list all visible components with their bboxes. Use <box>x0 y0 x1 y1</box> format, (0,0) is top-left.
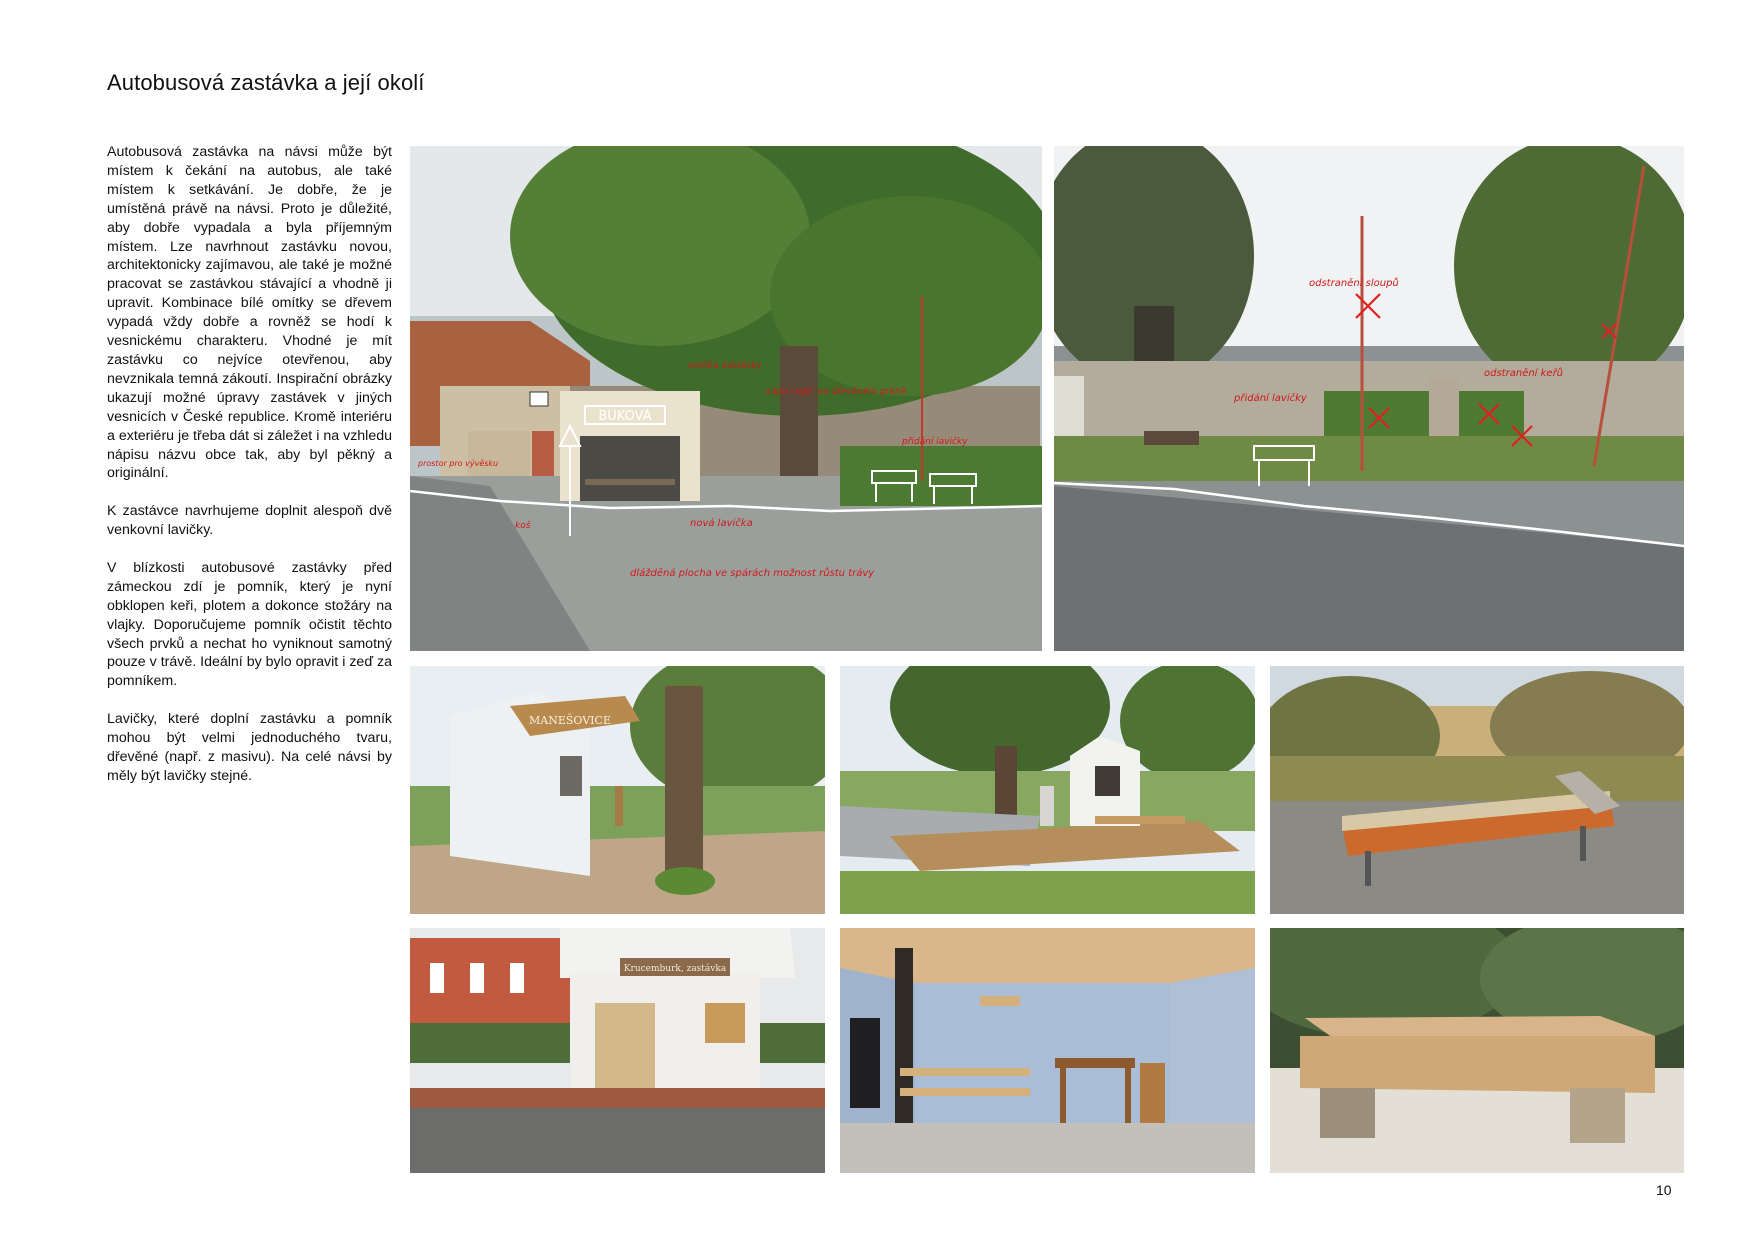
note-prostor: prostor pro vývěsku <box>418 459 499 468</box>
photo-bus-stop-sketch <box>410 146 1042 651</box>
photo-monument-sketch <box>1054 146 1684 651</box>
sign-krucemburk: Krucemburk, zastávka <box>623 964 727 974</box>
page-number: 10 <box>1656 1182 1672 1198</box>
sign-bukova: BUKOVÁ <box>598 409 652 424</box>
photo-shelter-interior <box>840 928 1255 1173</box>
note-omitka: omítka zastávky <box>688 361 762 371</box>
note-pridani-lavicky: přidání lavičky <box>902 437 968 447</box>
paragraph-bench-style: Lavičky, které doplní zastávku a pomník mohou být velmi jednoduchého tvaru, dřevěné (např. z masivu). Na celé návsi by měly být lavičky stejné. <box>107 711 392 784</box>
photo-deck-shelter <box>840 666 1255 914</box>
note-odstraneni-sloupu: odstranění sloupů <box>1309 278 1399 289</box>
photo-manesovice-shelter <box>410 666 825 914</box>
photo-wooden-bench <box>1270 928 1684 1173</box>
note-napis: nápis např. na dřevěném prkně <box>765 387 907 397</box>
note-dlazba: dlážděná plocha ve spárách možnost růstu trávy <box>630 568 875 579</box>
page-title: Autobusová zastávka a její okolí <box>107 70 425 95</box>
note-nova-lavicka: nová lavička <box>690 518 753 529</box>
paragraph-benches: K zastávce navrhujeme doplnit alespoň dvě venkovní lavičky. <box>107 503 392 539</box>
body-text <box>107 143 392 805</box>
note-kos: koš <box>515 521 531 531</box>
paragraph-monument: V blízkosti autobusové zastávky před zámeckou zdí je pomník, který je nyní obklopen keři, plotem a dokonce stožáry na vlajky. Doporučujeme pomník očistit těchto všech prvků a nechat ho vyniknout samotný pouze v trávě. Ideální by bylo opravit i zeď za pomníkem. <box>107 559 392 690</box>
note-pridani-lavicky-2: přidání lavičky <box>1234 393 1307 404</box>
photo-krucemburk-shelter <box>410 928 825 1173</box>
note-odstraneni-keru: odstranění keřů <box>1484 368 1564 379</box>
sign-manesovice: MANEŠOVICE <box>529 714 611 727</box>
photo-modern-bench <box>1270 666 1684 914</box>
paragraph-intro: Autobusová zastávka na návsi může být místem k čekání na autobus, ale také místem k setkávání. Je dobře, že je umístěná právě na návsi. Proto je důležité, aby dobře vypadala a byla příjemným místem. Lze navrhnout zastávku novou, architektonicky zajímavou, ale také je možné pracovat se zastávkou stávající a vhodně ji upravit. Kombinace bílé omítky se dřevem vypadá vždy dobře a rovněž se hodí k vesnickému charakteru. Vhodné je mít zastávku co nejvíce otevřenou, aby nevznikala temná zákoutí. Inspirační obrázky ukazují možné úpravy zastávek v jiných vesnicích v České republice. Kromě interiéru a exteriéru je třeba dát si záležet i na vzhledu nápisu názvu obce tak, aby byl pěkný a originální. <box>107 144 392 482</box>
